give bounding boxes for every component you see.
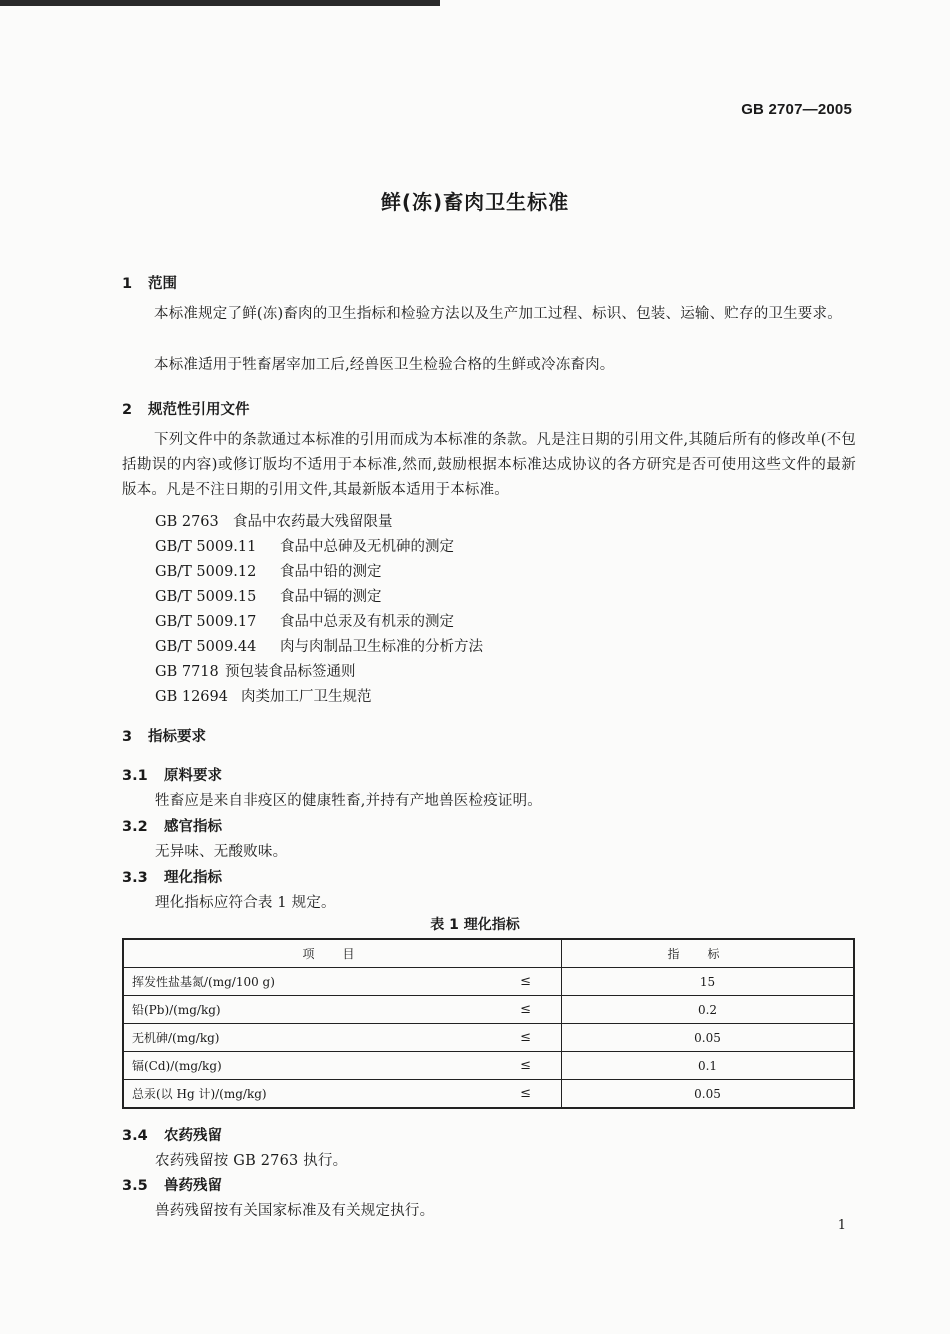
- item-label: 总汞(以 Hg 计)/(mg/kg): [132, 1087, 267, 1101]
- table-row: [123, 1052, 854, 1080]
- table-cell-value: 0.05: [562, 1024, 855, 1052]
- subsection-title: 兽药残留: [164, 1178, 222, 1194]
- reference-code: GB/T 5009.44: [155, 639, 257, 655]
- reference-item: [155, 635, 483, 656]
- standard-code: GB 2707—2005: [741, 101, 852, 118]
- subsection-3-2-text: 无异味、无酸败味。: [155, 844, 288, 860]
- comparison-operator: ≤: [520, 1058, 531, 1073]
- subsection-3-3-heading: [122, 866, 222, 887]
- section-title: 指标要求: [148, 729, 206, 745]
- section-1-heading: [122, 272, 177, 293]
- table-row: [123, 996, 854, 1024]
- reference-name: 食品中铅的测定: [280, 564, 382, 580]
- reference-code: GB/T 5009.12: [155, 564, 257, 580]
- reference-code: GB/T 5009.11: [155, 539, 257, 555]
- section-2-paragraph-1: 下列文件中的条款通过本标准的引用而成为本标准的条款。凡是注日期的引用文件,其随后所有的修改单(不包括勘误的内容)或修订版均不适用于本标准,然而,鼓励根据本标准达成协议的各方研究是否可使用这些文件的最新版本。凡是不注日期的引用文件,其最新版本适用于本标准。: [122, 432, 856, 498]
- reference-item: [155, 510, 393, 531]
- reference-name: 食品中农药最大残留限量: [233, 514, 393, 530]
- table-cell-item: [123, 1080, 562, 1109]
- reference-code: GB/T 5009.17: [155, 614, 257, 630]
- table-cell-item: [123, 1024, 562, 1052]
- comparison-operator: ≤: [520, 1002, 531, 1017]
- reference-name: 食品中镉的测定: [280, 589, 382, 605]
- section-number: 1: [122, 276, 133, 292]
- reference-name: 预包装食品标签通则: [225, 664, 356, 680]
- table-cell-value: 0.1: [562, 1052, 855, 1080]
- section-3-heading: [122, 725, 206, 746]
- subsection-number: 3.3: [122, 870, 148, 886]
- table-header-value: 指标: [562, 939, 855, 968]
- subsection-3-2-heading: [122, 815, 222, 836]
- section-title: 规范性引用文件: [148, 402, 250, 418]
- subsection-title: 感官指标: [164, 819, 222, 835]
- subsection-title: 理化指标: [164, 870, 222, 886]
- subsection-number: 3.2: [122, 819, 148, 835]
- reference-item: [155, 685, 372, 706]
- subsection-title: 原料要求: [164, 768, 222, 784]
- table-header-row: [123, 939, 854, 968]
- reference-item: [155, 585, 382, 606]
- subsection-title: 农药残留: [164, 1128, 222, 1144]
- subsection-3-4-text: 农药残留按 GB 2763 执行。: [155, 1153, 348, 1169]
- subsection-3-1-text: 牲畜应是来自非疫区的健康牲畜,并持有产地兽医检疫证明。: [155, 793, 543, 809]
- table-header-item: 项目: [123, 939, 562, 968]
- reference-item: [155, 660, 356, 681]
- reference-item: [155, 535, 454, 556]
- table-row: [123, 1080, 854, 1109]
- comparison-operator: ≤: [520, 1030, 531, 1045]
- reference-name: 食品中总汞及有机汞的测定: [280, 614, 454, 630]
- reference-code: GB 7718: [155, 664, 219, 680]
- section-title: 范围: [148, 276, 177, 292]
- reference-code: GB 2763: [155, 514, 219, 530]
- table-caption: 表 1 理化指标: [430, 917, 520, 933]
- subsection-number: 3.4: [122, 1128, 148, 1144]
- reference-name: 食品中总砷及无机砷的测定: [280, 539, 454, 555]
- subsection-3-3-text: 理化指标应符合表 1 规定。: [155, 895, 336, 911]
- item-label: 铅(Pb)/(mg/kg): [132, 1003, 221, 1017]
- table-cell-value: 0.05: [562, 1080, 855, 1109]
- table-row: [123, 968, 854, 996]
- section-number: 2: [122, 402, 133, 418]
- table-cell-value: 15: [562, 968, 855, 996]
- reference-item: [155, 610, 454, 631]
- subsection-number: 3.1: [122, 768, 148, 784]
- item-label: 镉(Cd)/(mg/kg): [132, 1059, 222, 1073]
- table-cell-item: [123, 1052, 562, 1080]
- reference-code: GB 12694: [155, 689, 228, 705]
- table-cell-value: 0.2: [562, 996, 855, 1024]
- physicochemical-table: [122, 938, 855, 1109]
- document-title: 鲜(冻)畜肉卫生标准: [380, 190, 570, 214]
- subsection-number: 3.5: [122, 1178, 148, 1194]
- reference-item: [155, 560, 382, 581]
- subsection-3-1-heading: [122, 764, 222, 785]
- page-number: 1: [837, 1218, 846, 1233]
- reference-name: 肉与肉制品卫生标准的分析方法: [280, 639, 483, 655]
- subsection-3-4-heading: [122, 1124, 222, 1145]
- item-label: 挥发性盐基氮/(mg/100 g): [132, 975, 275, 989]
- section-2-heading: [122, 398, 250, 419]
- comparison-operator: ≤: [520, 1086, 531, 1101]
- subsection-3-5-text: 兽药残留按有关国家标准及有关规定执行。: [155, 1203, 435, 1219]
- table-cell-item: [123, 996, 562, 1024]
- section-1-paragraph-1: 本标准规定了鲜(冻)畜肉的卫生指标和检验方法以及生产加工过程、标识、包装、运输、贮存的卫生要求。: [154, 306, 842, 322]
- subsection-3-5-heading: [122, 1174, 222, 1195]
- item-label: 无机砷/(mg/kg): [132, 1031, 220, 1045]
- scan-top-bar: [0, 0, 440, 6]
- comparison-operator: ≤: [520, 974, 531, 989]
- reference-name: 肉类加工厂卫生规范: [241, 689, 372, 705]
- section-number: 3: [122, 729, 133, 745]
- table-row: [123, 1024, 854, 1052]
- table-cell-item: [123, 968, 562, 996]
- reference-code: GB/T 5009.15: [155, 589, 257, 605]
- section-1-paragraph-2: 本标准适用于牲畜屠宰加工后,经兽医卫生检验合格的生鲜或冷冻畜肉。: [154, 357, 615, 373]
